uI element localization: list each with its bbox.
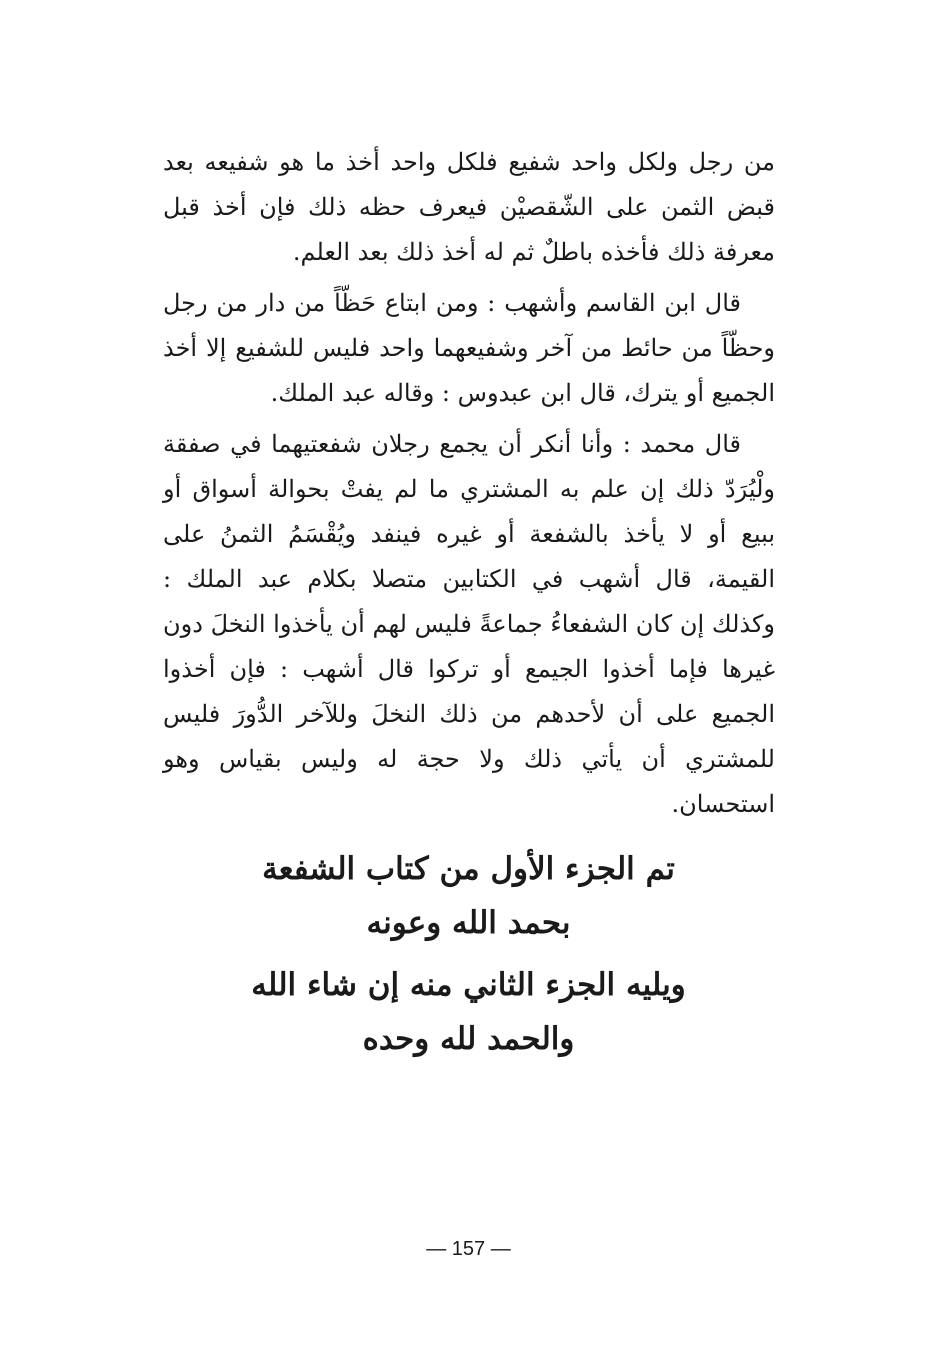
paragraph-3: قال محمد : وأنا أنكر أن يجمع رجلان شفعتيهما في صفقة ولْيُرَدّ ذلك إن علم به المشتري ما لم يفتْ بحوالة أسواق أو ببيع أو لا يأخذ بالشفعة أو غيره فينفد ويُقْسَمُ الثمنُ على القيمة، قال أشهب في الكتابين متصلا بكلام عبد الملك : وكذلك إن كان الشفعاءُ جماعةً فليس لهم أن يأخذوا النخلَ دون غيرها فإما أخذوا الجيمع أو تركوا قال أشهب : فإن أخذوا الجميع على أن لأحدهم من ذلك النخلَ وللآخر الدُّورَ فليس للمشتري أن يأتي ذلك ولا حجة له وليس بقياس وهو استحسان. [163,430,775,818]
colophon-line-1: تم الجزء الأول من كتاب الشفعة [262,851,675,887]
body-text [163,140,775,833]
colophon [0,842,937,1066]
paragraph-1: من رجل ولكل واحد شفيع فلكل واحد أخذ ما هو شفيعه بعد قبض الثمن على الشّقصيْن فيعرف حظه ذلك فإن أخذ قبل معرفة ذلك فأخذه باطلٌ ثم له أخذ ذلك بعد العلم. [163,148,775,266]
colophon-line-3: ويليه الجزء الثاني منه إن شاء الله [251,967,686,1003]
page-number: — 157 — [426,1238,511,1260]
colophon-line-4: والحمد لله وحده [362,1021,575,1057]
paragraph-2: قال ابن القاسم وأشهب : ومن ابتاع حَظّاً من دار من رجل وحظّاً من حائط من آخر وشفيعهما واحد فليس للشفيع إلا أخذ الجميع أو يترك، قال ابن عبدوس : وقاله عبد الملك. [163,289,775,407]
colophon-line-2: بحمد الله وعونه [366,905,571,941]
